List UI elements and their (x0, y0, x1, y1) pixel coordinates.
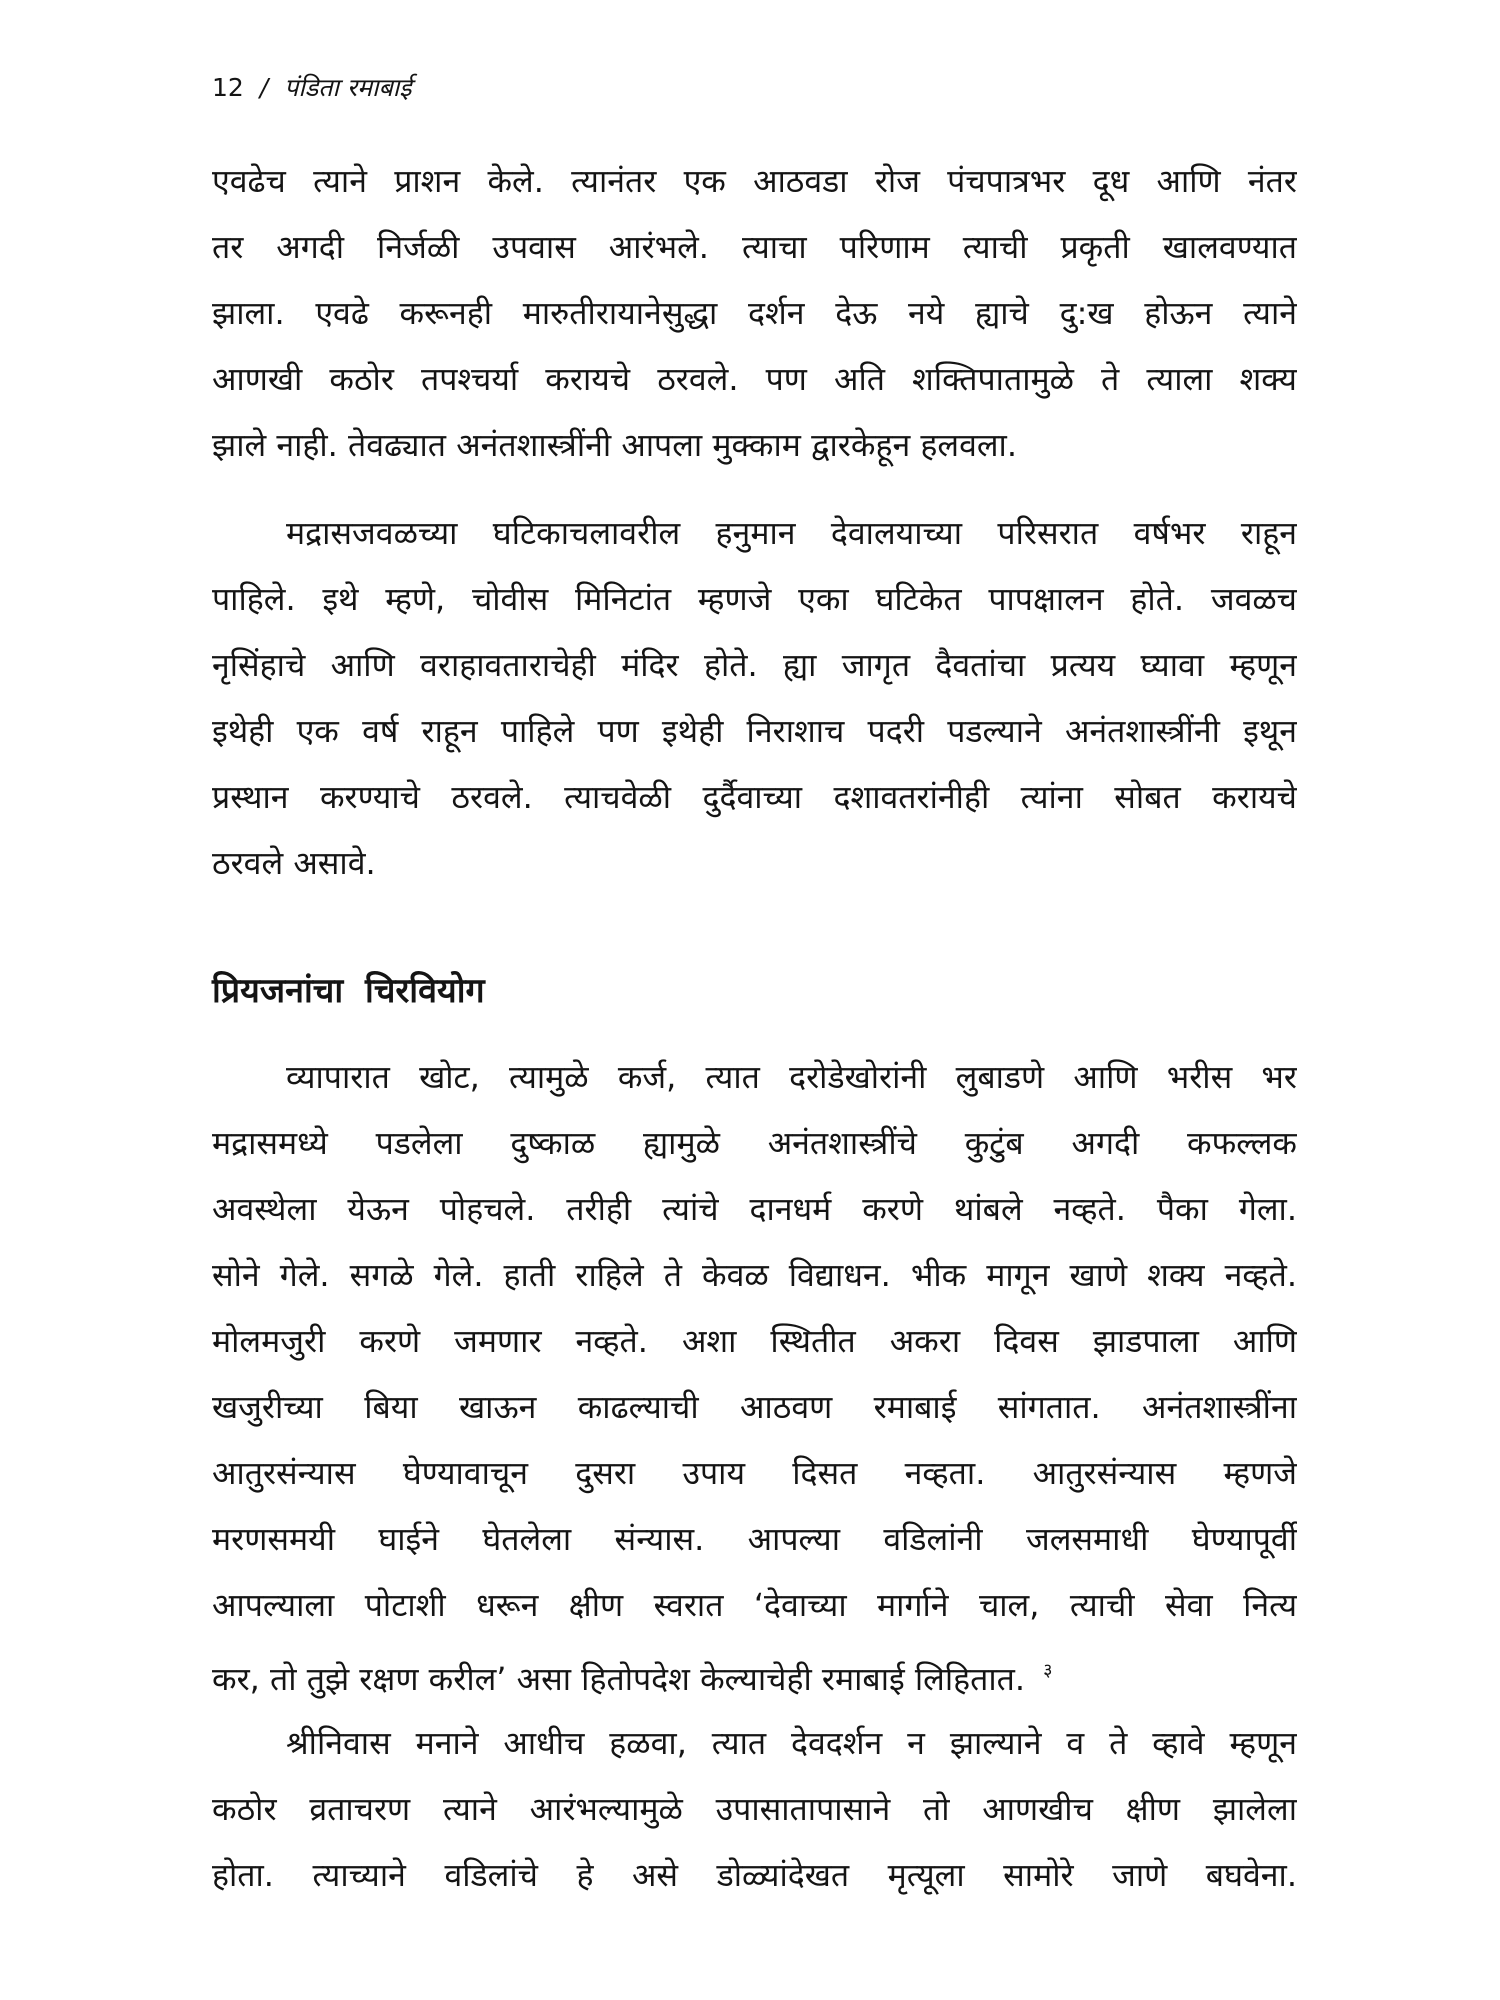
text-line: आणखी कठोर तपश्चर्या करायचे ठरवले. पण अति शक्तिपातामुळे ते त्याला शक्य (212, 360, 1297, 398)
text-line: कठोर व्रताचरण त्याने आरंभल्यामुळे उपासातापासाने तो आणखीच क्षीण झालेला (212, 1790, 1297, 1828)
text-line: प्रस्थान करण्याचे ठरवले. त्याचवेळी दुर्दैवाच्या दशावतरांनीही त्यांना सोबत करायचे (212, 778, 1297, 816)
text-line: सोने गेले. सगळे गेले. हाती राहिले ते केवळ विद्याधन. भीक मागून खाणे शक्य नव्हते. (212, 1256, 1297, 1294)
text-line: मद्रासजवळच्या घटिकाचलावरील हनुमान देवालयाच्या परिसरात वर्षभर राहून (286, 514, 1297, 552)
text-line: नृसिंहाचे आणि वराहावताराचेही मंदिर होते. ह्या जागृत दैवतांचा प्रत्यय घ्यावा म्हणून (212, 646, 1297, 684)
text-line: व्यापारात खोट, त्यामुळे कर्ज, त्यात दरोडेखोरांनी लुबाडणे आणि भरीस भर (286, 1058, 1297, 1096)
text-line: झाले नाही. तेवढ्यात अनंतशास्त्रींनी आपला मुक्काम द्वारकेहून हलवला. (212, 426, 1018, 464)
text-line: पाहिले. इथे म्हणे, चोवीस मिनिटांत म्हणजे एका घटिकेत पापक्षालन होते. जवळच (212, 580, 1297, 618)
text-line: इथेही एक वर्ष राहून पाहिले पण इथेही निराशाच पदरी पडल्याने अनंतशास्त्रींनी इथून (212, 712, 1297, 750)
text-line: मरणसमयी घाईने घेतलेला संन्यास. आपल्या वडिलांनी जलसमाधी घेण्यापूर्वी (212, 1520, 1297, 1558)
text-line: अवस्थेला येऊन पोहचले. तरीही त्यांचे दानधर्म करणे थांबले नव्हते. पैका गेला. (212, 1190, 1297, 1228)
text-line: झाला. एवढे करूनही मारुतीरायानेसुद्धा दर्शन देऊ नये ह्याचे दु:ख होऊन त्याने (212, 294, 1297, 332)
text-line: एवढेच त्याने प्राशन केले. त्यानंतर एक आठवडा रोज पंचपात्रभर दूध आणि नंतर (212, 162, 1297, 200)
text-line: आतुरसंन्यास घेण्यावाचून दुसरा उपाय दिसत नव्हता. आतुरसंन्यास म्हणजे (212, 1454, 1297, 1492)
text-line: खजुरीच्या बिया खाऊन काढल्याची आठवण रमाबाई सांगतात. अनंतशास्त्रींना (212, 1388, 1297, 1426)
paragraph-4 (212, 1710, 1297, 1908)
text-line: ठरवले असावे. (212, 844, 376, 882)
paragraph-2 (212, 500, 1297, 896)
text-line-with-footnote (212, 1638, 1297, 1704)
text-line: श्रीनिवास मनाने आधीच हळवा, त्यात देवदर्शन न झाल्याने व ते व्हावे म्हणून (286, 1724, 1297, 1762)
text-line: आपल्याला पोटाशी धरून क्षीण स्वरात ‘देवाच्या मार्गाने चाल, त्याची सेवा नित्य (212, 1586, 1297, 1624)
section-heading: प्रियजनांचा चिरवियोग (212, 971, 485, 1011)
paragraph-1 (212, 148, 1297, 478)
book-title: पंडिता रमाबाई (284, 73, 412, 102)
running-header (212, 70, 412, 106)
text-line: होता. त्याच्याने वडिलांचे हे असे डोळ्यांदेखत मृत्यूला सामोरे जाणे बघवेना. (212, 1856, 1297, 1894)
paragraph-3 (212, 1044, 1297, 1704)
page-number: 12 (212, 73, 244, 102)
text-line: कर, तो तुझे रक्षण करील’ असा हितोपदेश केल्याचेही रमाबाई लिहितात. (212, 1660, 1026, 1698)
header-separator: / (259, 73, 269, 102)
footnote-marker: ३ (1043, 1660, 1053, 1681)
text-line: तर अगदी निर्जळी उपवास आरंभले. त्याचा परिणाम त्याची प्रकृती खालवण्यात (212, 228, 1297, 266)
text-line: मोलमजुरी करणे जमणार नव्हते. अशा स्थितीत अकरा दिवस झाडपाला आणि (212, 1322, 1297, 1360)
text-line: मद्रासमध्ये पडलेला दुष्काळ ह्यामुळे अनंतशास्त्रींचे कुटुंब अगदी कफल्लक (212, 1124, 1297, 1162)
